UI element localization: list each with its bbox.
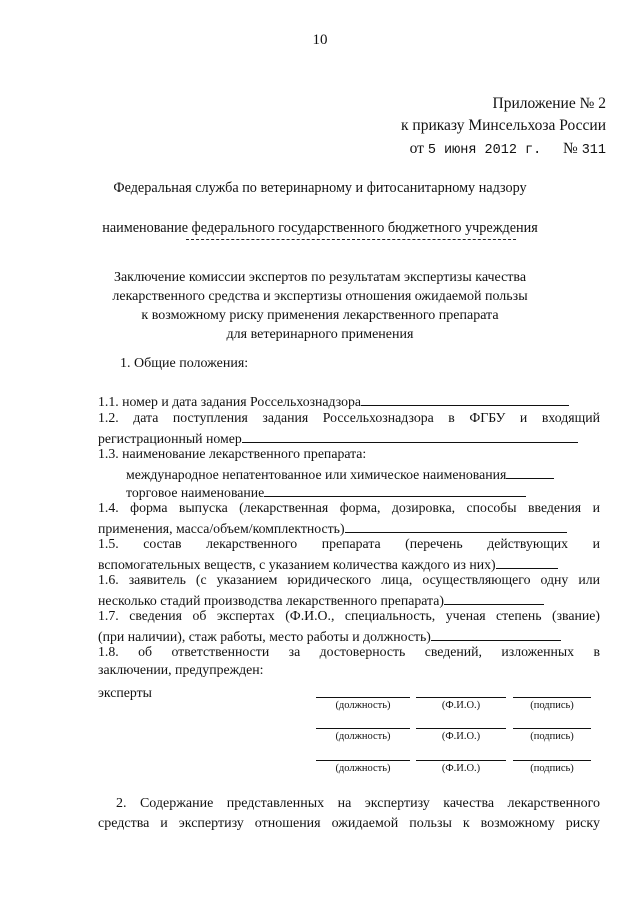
item-1-7-line-2 xyxy=(98,626,561,645)
item-1-3-inn-label: международное непатентованное или химическое наименования xyxy=(126,467,507,482)
item-1-3-trade-field[interactable] xyxy=(264,482,526,497)
experts-label: эксперты xyxy=(98,685,152,700)
item-1-1-label: 1.1. номер и дата задания Россельхознадзора xyxy=(98,394,362,409)
item-1-6-field[interactable] xyxy=(444,590,544,605)
name-field-3[interactable] xyxy=(416,759,506,761)
number-prefix: № xyxy=(563,140,578,157)
signature-field-1[interactable] xyxy=(513,696,591,698)
date-prefix: от xyxy=(409,140,424,157)
position-caption: (должность) xyxy=(335,731,391,742)
title-line-1: Заключение комиссии экспертов по результатам экспертизы качества xyxy=(113,270,527,285)
dashed-divider xyxy=(186,238,516,240)
item-1-3-trade xyxy=(126,482,526,501)
item-1-6-line-2 xyxy=(98,590,544,609)
item-1-4-line-2 xyxy=(98,518,567,537)
name-caption: (Ф.И.О.) xyxy=(441,731,481,742)
item-1-4-label: применения, масса/объем/комплектность) xyxy=(98,521,345,536)
order-date: 5 июня 2012 г. xyxy=(427,143,542,158)
name-field-1[interactable] xyxy=(416,696,506,698)
item-1-5-line-1: 1.5. состав лекарственного препарата (перечень действующих и xyxy=(98,536,600,551)
item-1-2-line-2 xyxy=(98,428,578,447)
title-line-2: лекарственного средства и экспертизы отношения ожидаемой пользы xyxy=(112,289,528,304)
appendix-date-line xyxy=(410,139,606,161)
item-1-5-line-2 xyxy=(98,554,558,573)
item-1-2-label: регистрационный номер xyxy=(98,431,242,446)
item-1-1 xyxy=(98,391,569,410)
signature-caption: (подпись) xyxy=(530,763,574,774)
position-field-3[interactable] xyxy=(316,759,410,761)
signature-caption: (подпись) xyxy=(530,731,574,742)
item-1-1-field[interactable] xyxy=(361,391,569,406)
appendix-order: к приказу Минсельхоза России xyxy=(401,117,606,134)
item-1-7-label: (при наличии), стаж работы, место работы и должность) xyxy=(98,629,431,644)
item-1-7-field[interactable] xyxy=(431,626,561,641)
institution-label: наименование федерального государственного бюджетного учреждения xyxy=(102,220,538,236)
item-1-6-line-1: 1.6. заявитель (с указанием юридического лица, осуществляющего одну или xyxy=(98,572,600,587)
agency-name: Федеральная служба по ветеринарному и фитосанитарному надзору xyxy=(113,180,527,196)
position-caption: (должность) xyxy=(335,763,391,774)
item-1-8-line-1: 1.8. об ответственности за достоверность сведений, изложенных в xyxy=(98,644,600,659)
title-line-4: для ветеринарного применения xyxy=(226,327,414,342)
name-caption: (Ф.И.О.) xyxy=(441,700,481,711)
item-1-3-inn-field[interactable] xyxy=(506,464,554,479)
item-1-7-line-1: 1.7. сведения об экспертах (Ф.И.О., специальность, ученая степень (звание) xyxy=(98,608,600,623)
position-field-1[interactable] xyxy=(316,696,410,698)
signature-caption: (подпись) xyxy=(530,700,574,711)
name-caption: (Ф.И.О.) xyxy=(441,763,481,774)
page-number: 10 xyxy=(312,32,328,48)
item-1-3: 1.3. наименование лекарственного препарата: xyxy=(98,446,367,461)
signature-field-3[interactable] xyxy=(513,759,591,761)
section-1-heading: 1. Общие положения: xyxy=(120,356,249,371)
order-number: 311 xyxy=(581,143,606,158)
position-field-2[interactable] xyxy=(316,727,410,729)
section-2-line-1: 2. Содержание представленных на экспертизу качества лекарственного xyxy=(116,796,600,811)
position-caption: (должность) xyxy=(335,700,391,711)
item-1-5-field[interactable] xyxy=(496,554,558,569)
item-1-3-trade-label: торговое наименование xyxy=(126,485,265,500)
name-field-2[interactable] xyxy=(416,727,506,729)
item-1-2-line-1: 1.2. дата поступления задания Россельхознадзора в ФГБУ и входящий xyxy=(98,410,600,425)
item-1-4-field[interactable] xyxy=(345,518,567,533)
item-1-4-line-1: 1.4. форма выпуска (лекарственная форма, дозировка, способы введения и xyxy=(98,500,600,515)
item-1-2-field[interactable] xyxy=(242,428,578,443)
section-2-line-2: средства и экспертизу отношения ожидаемой пользы к возможному риску xyxy=(98,816,600,831)
signature-field-2[interactable] xyxy=(513,727,591,729)
item-1-8-line-2: заключении, предупрежден: xyxy=(98,662,264,677)
appendix-title: Приложение № 2 xyxy=(492,95,606,112)
title-line-3: к возможному риску применения лекарственного препарата xyxy=(141,308,499,323)
item-1-5-label: вспомогательных веществ, с указанием количества каждого из них) xyxy=(98,557,496,572)
item-1-6-label: несколько стадий производства лекарственного препарата) xyxy=(98,593,444,608)
item-1-3-inn xyxy=(126,464,554,483)
